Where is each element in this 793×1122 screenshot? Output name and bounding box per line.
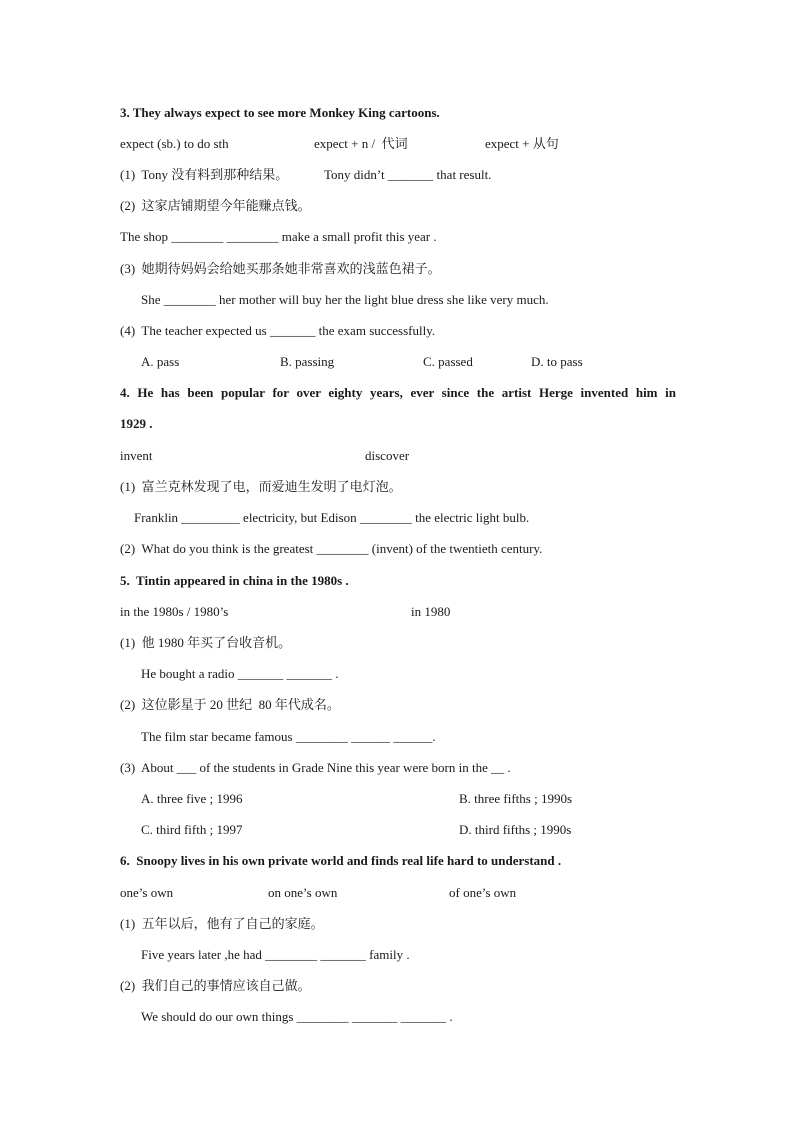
s5-option-c: C. third fifth ; 1997 [141, 822, 243, 837]
s5-option-a: A. three five ; 1996 [141, 791, 243, 806]
s5-question-2-en: The film star became famous ________ ______ ______. [141, 729, 436, 744]
s4-question-1-en: Franklin _________ electricity, but Edison ________ the electric light bulb. [134, 510, 530, 525]
s5-question-1-cn: (1) 他 1980 年买了台收音机。 [120, 635, 292, 650]
usage-expect-to-do: expect (sb.) to do sth [120, 136, 229, 151]
section-4-heading-line-1: 4. He has been popular for over eighty years, ever since the artist Herge invented him in [120, 385, 676, 400]
section-4-heading-line-2: 1929 . [120, 416, 153, 431]
usage-in-the-1980s: in the 1980s / 1980’s [120, 604, 229, 619]
s3-question-2-cn: (2) 这家店铺期望今年能赚点钱。 [120, 198, 311, 213]
s6-question-2-en: We should do our own things ________ _______ _______ . [141, 1009, 453, 1024]
usage-on-ones-own: on one’s own [268, 885, 338, 900]
s6-question-1-cn: (1) 五年以后，他有了自己的家庭。 [120, 916, 324, 931]
s4-question-2: (2) What do you think is the greatest ________ (invent) of the twentieth century. [120, 541, 543, 556]
s3-option-a: A. pass [141, 354, 180, 369]
s5-question-1-en: He bought a radio _______ _______ . [141, 666, 339, 681]
s4-question-1-cn: (1) 富兰克林发现了电，而爱迪生发明了电灯泡。 [120, 479, 402, 494]
s3-question-3-cn: (3) 她期待妈妈会给她买那条她非常喜欢的浅蓝色裙子。 [120, 261, 441, 276]
usage-invent: invent [120, 448, 153, 463]
usage-expect-noun: expect + n / 代词 [314, 136, 408, 151]
usage-of-ones-own: of one’s own [449, 885, 517, 900]
s3-question-3-en: She ________ her mother will buy her the light blue dress she like very much. [141, 292, 549, 307]
s3-question-4: (4) The teacher expected us _______ the exam successfully. [120, 323, 436, 338]
s3-question-2-en: The shop ________ ________ make a small profit this year . [120, 229, 437, 244]
s5-question-2-cn: (2) 这位影星于 20 世纪 80 年代成名。 [120, 697, 340, 712]
usage-discover: discover [365, 448, 410, 463]
usage-expect-clause: expect + 从句 [485, 136, 559, 151]
s5-option-d: D. third fifths ; 1990s [459, 822, 572, 837]
s6-question-1-en: Five years later ,he had ________ _______ family . [141, 947, 410, 962]
s3-option-b: B. passing [280, 354, 335, 369]
section-6-heading: 6. Snoopy lives in his own private world and finds real life hard to understand . [120, 853, 562, 868]
section-3-heading: 3. They always expect to see more Monkey King cartoons. [120, 105, 440, 120]
s5-question-3: (3) About ___ of the students in Grade Nine this year were born in the __ . [120, 760, 511, 775]
usage-ones-own: one’s own [120, 885, 174, 900]
s3-option-d: D. to pass [531, 354, 583, 369]
usage-in-1980: in 1980 [411, 604, 451, 619]
s5-option-b: B. three fifths ; 1990s [459, 791, 573, 806]
section-5-heading: 5. Tintin appeared in china in the 1980s . [120, 573, 349, 588]
s3-option-c: C. passed [423, 354, 473, 369]
s6-question-2-cn: (2) 我们自己的事情应该自己做。 [120, 978, 311, 993]
s3-question-1: (1) Tony 没有料到那种结果。 Tony didn’t _______ that result. [120, 167, 492, 182]
